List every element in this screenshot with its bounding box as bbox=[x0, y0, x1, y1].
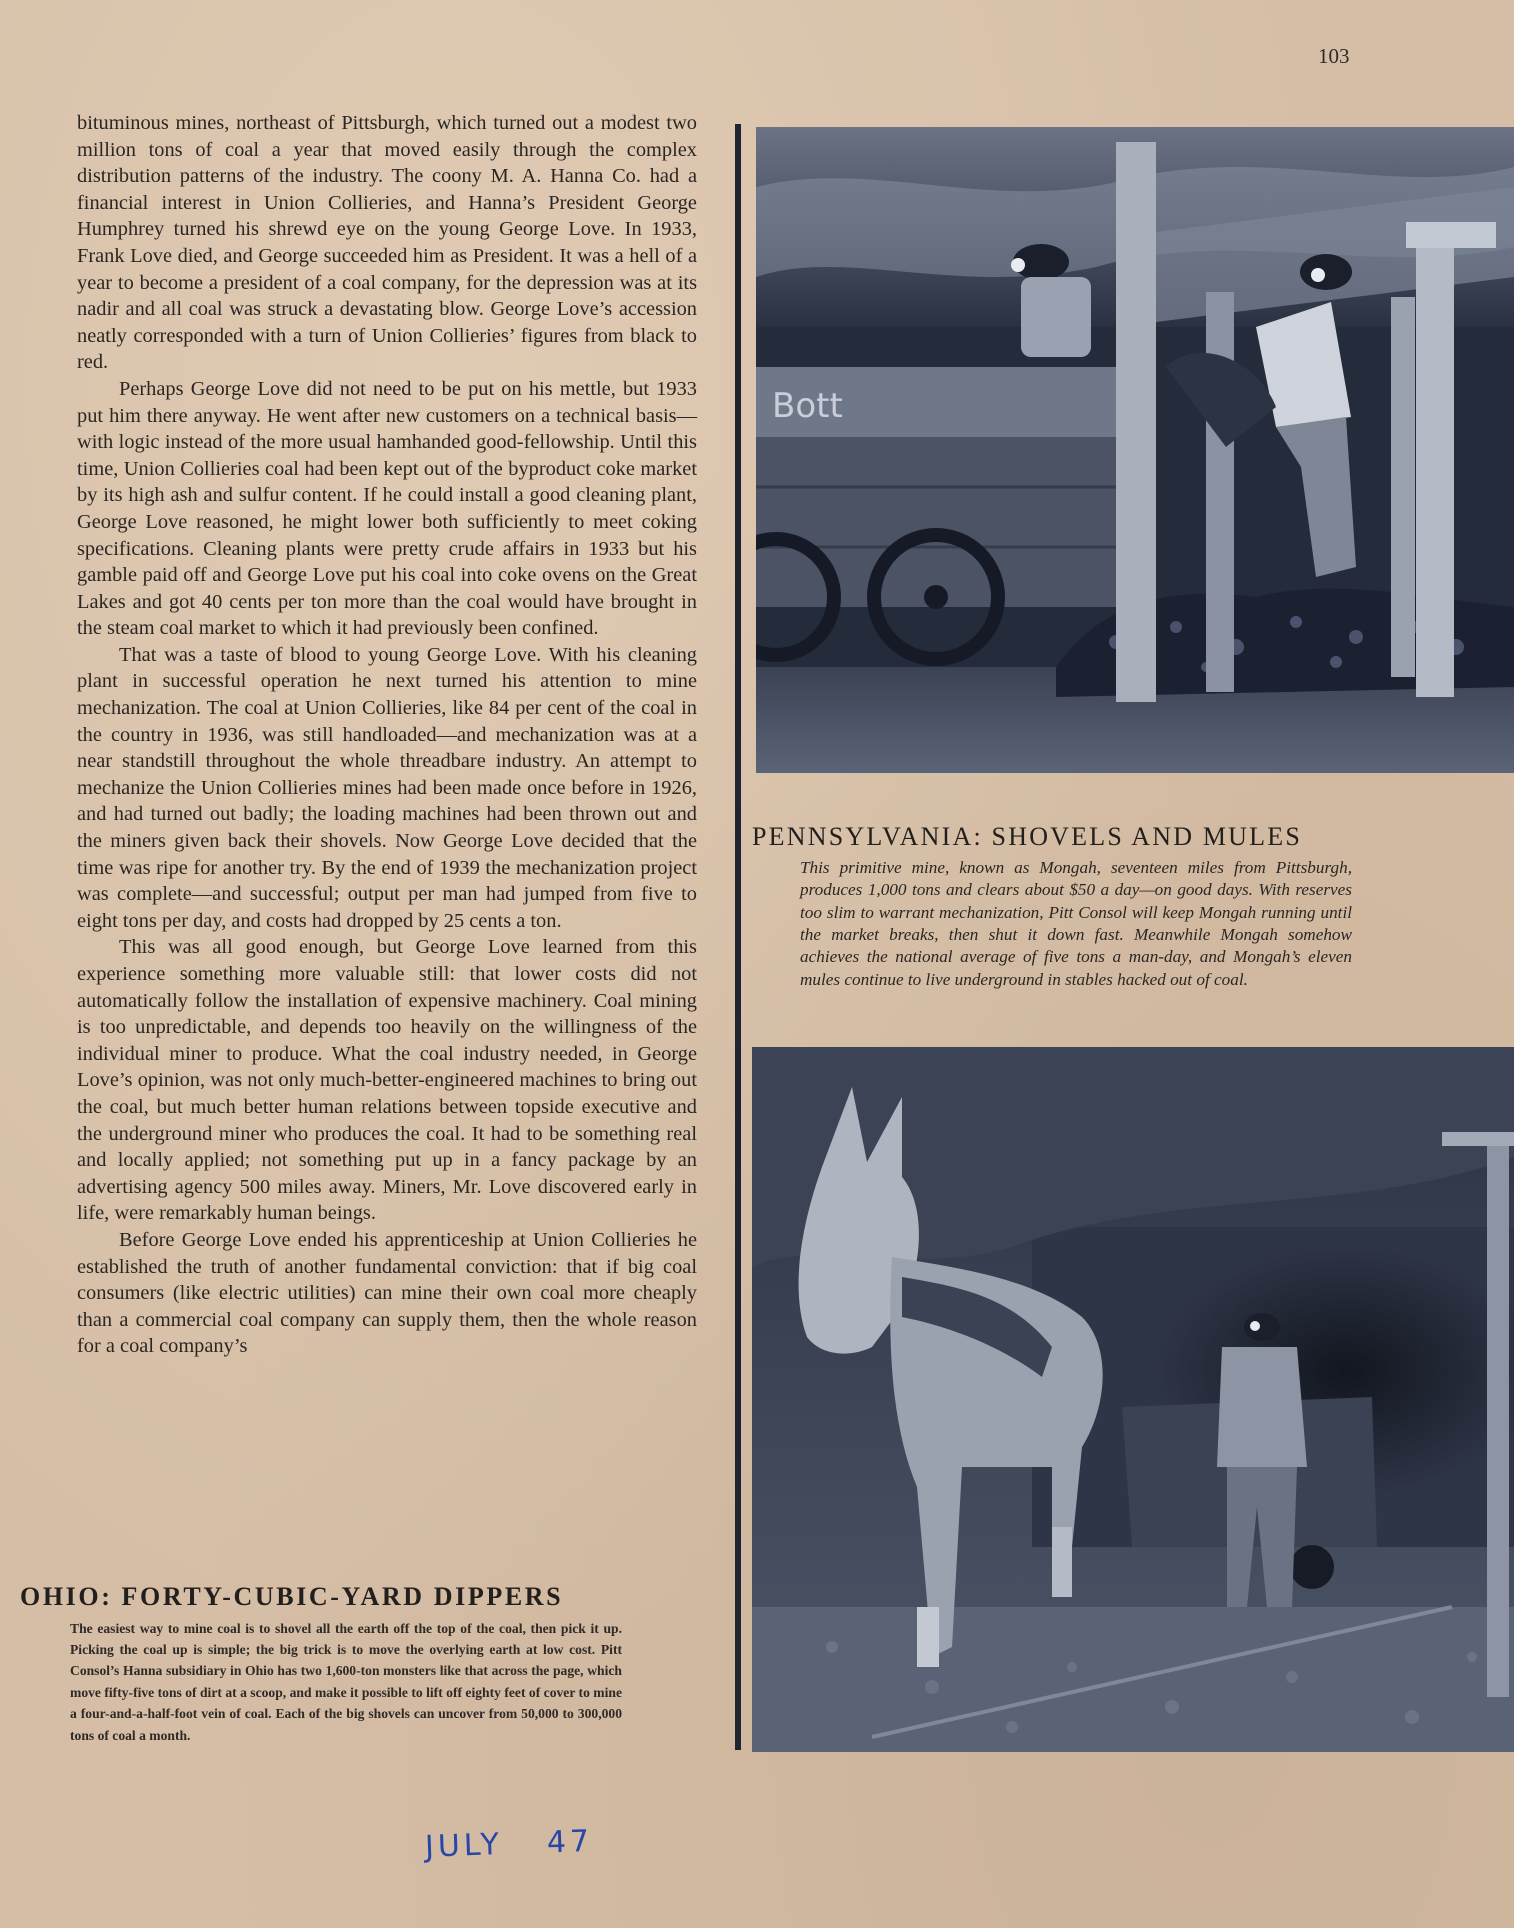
column-divider-rule bbox=[735, 124, 741, 1750]
handwritten-date-note bbox=[424, 1822, 637, 1864]
article-body bbox=[77, 110, 697, 1360]
article-paragraph: Before George Love ended his apprenticeship at Union Collieries he established the truth of another fundamental conviction: that if big coal consumers (like electric utilities) can mine their own coal more cheaply than a commercial coal company can supply them, then the whole reason for a coal company’s bbox=[77, 1228, 697, 1358]
handwritten-year: 47 bbox=[546, 1823, 594, 1861]
article-paragraph: Perhaps George Love did not need to be put on his mettle, but 1933 put him there anyway. He went after new customers on a technical basis—with logic instead of the more usual hamhanded good-fellowship. Until this time, Union Collieries coal had been kept out of the byproduct coke market by its high ash and sulfur content. If he could install a good cleaning plant, George Love reasoned, he might lower both sufficiently to meet coking specifications. Cleaning plants were pretty crude affairs in 1933 but his gamble paid off and George Love put his coal into coke ovens on the Great Lakes and got 40 cents per ton more than the coal would have brought in the steam coal market to which it had previously been confined. bbox=[77, 377, 697, 640]
handwritten-month: JULY bbox=[424, 1826, 504, 1865]
article-paragraph: bituminous mines, northeast of Pittsburgh, which turned out a modest two million tons of coal a year that moved easily through the complex distribution patterns of the industry. The coony M. A. Hanna Co. had a financial interest in Union Collieries, and Hanna’s President George Humphrey turned his shrewd eye on the young George Love. In 1933, Frank Love died, and George succeeded him as President. It was a hell of a year to become a president of a coal company, for the depression was at its nadir and all coal was struck a devastating blow. George Love’s accession neatly corresponded with a turn of Union Collieries’ figures from black to red. bbox=[77, 112, 697, 374]
car-marking: Bott bbox=[772, 386, 843, 426]
photo-mule-hauling-image bbox=[752, 1047, 1514, 1752]
photo-mule-hauling bbox=[752, 1047, 1514, 1752]
photo-caption-pennsylvania: This primitive mine, known as Mongah, seventeen miles from Pittsburgh, produces 1,000 tons and clears about $50 a day—on good days. With reserves too slim to warrant mechanization, Pitt Consol will keep Mongah running until the market breaks, then shut it down fast. Meanwhile Mongah somehow achieves the national average of five tons a man-day, and Mongah’s eleven mules continue to live underground in stables hacked out of coal. bbox=[800, 858, 1352, 989]
photo-caption-ohio: The easiest way to mine coal is to shovel all the earth off the top of the coal, then pick it up. Picking the coal up is simple; the big trick is to move the overlying earth at low cost. Pitt Consol’s Hanna subsidiary in Ohio has two 1,600-ton monsters like that across the page, which move fifty-five tons of dirt at a scoop, and make it possible to lift off eighty feet of cover to mine a four-and-a-half-foot vein of coal. Each of the big shovels can uncover from 50,000 to 300,000 tons of coal a month. bbox=[70, 1620, 622, 1743]
photo-miners-shoveling bbox=[756, 127, 1514, 773]
photo-miners-shoveling-image bbox=[756, 127, 1514, 773]
section-heading-ohio: OHIO: FORTY-CUBIC-YARD DIPPERS bbox=[20, 1581, 564, 1611]
article-paragraph: That was a taste of blood to young George Love. With his cleaning plant in successful operation he next turned his attention to mine mechanization. The coal at Union Collieries, like 84 per cent of the coal in the country in 1936, was still handloaded—and mechanization was at a near standstill throughout the whole threadbare industry. An attempt to mechanize the Union Collieries mines had been made once before in 1926, and had turned out badly; the loading machines had been thrown out and the miners given back their shovels. Now George Love decided that the time was ripe for another try. By the end of 1939 the mechanization project was complete—and successful; output per man had jumped from five to eight tons per day, and costs had dropped by 25 cents a ton. bbox=[77, 643, 697, 932]
article-paragraph: This was all good enough, but George Love learned from this experience something more valuable still: that lower costs did not automatically follow the installation of expensive machinery. Coal mining is too unpredictable, and depends too heavily on the willingness of the individual miner to produce. What the coal industry needed, in George Love’s opinion, was not only much-better-engineered machines to bring out the coal, but much better human relations between topside executive and the underground miner who produces the coal. It had to be something real and locally applied; not something put up in a fancy package by an advertising agency 500 miles away. Miners, Mr. Love discovered early in life, were remarkably human beings. bbox=[77, 936, 697, 1225]
page-number: 103 bbox=[1318, 44, 1350, 68]
section-heading-pennsylvania: PENNSYLVANIA: SHOVELS AND MULES bbox=[752, 821, 1302, 851]
